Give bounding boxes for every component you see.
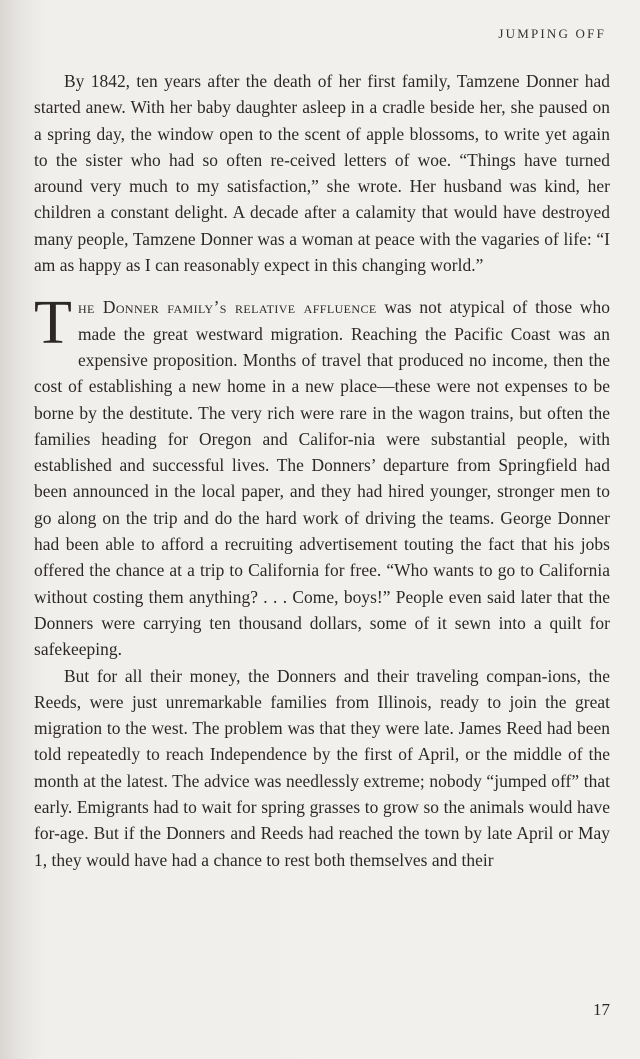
paragraph-3: But for all their money, the Donners and their traveling compan-ions, the Reeds, were just unremarkable families from Illinois, ready to join the great migration to the west. The problem was that they were late. James Reed had been told repeatedly to reach Independence by the first of April, or the middle of the month at the latest. The advice was needlessly extreme; nobody “jumped off” that early. Emigrants had to wait for spring grasses to grow so the animals would have for-age. But if the Donners and Reeds had reached the town by late April or May 1, they would have had a chance to rest both themselves and their xyxy=(34,665,610,870)
running-header: JUMPING OFF xyxy=(498,26,606,41)
section-lead-in: he Donner family’s relative affluence xyxy=(77,297,377,318)
drop-cap: T xyxy=(34,289,72,358)
paragraph-2-body: was not atypical of those who made the great westward migration. Reaching the Pacific Coast was an expensive proposition. Months of travel that produced no income, then the cost of establishing a new home in a new place—these were not expenses to be borne by the destitute. The very rich were rare in the wagon trains, but often the families heading for Oregon and Califor-nia were substantial people, with established and successful lives. The Donners’ departure from Springfield had been announced in the local paper, and they had hired younger, stronger men to go along on the trip and do the hard work of driving the teams. George Donner had been able to afford a recruiting advertisement touting the fact that his jobs offered the chance at a trip to California for free. “Who wants to go to California without costing them anything? . . . Come, boys!” People even said later that the Donners were carrying ten thousand dollars, some of it sewn into a quilt for safekeeping. xyxy=(34,297,610,660)
paragraph-1: By 1842, ten years after the death of her first family, Tamzene Donner had started anew. With her baby daughter asleep in a cradle beside her, she paused on a spring day, the window open to the scent of apple blossoms, to write yet again to the sister who had so often re-ceived letters of woe. “Things have turned around very much to my satisfaction,” she wrote. Her husband was kind, her children a constant delight. A decade after a calamity that would have destroyed many people, Tamzene Donner was a woman at peace with the vagaries of life: “I am as happy as I can reasonably expect in this changing world.” xyxy=(34,71,610,276)
paragraph-2 xyxy=(34,289,610,662)
page-number: 17 xyxy=(593,1000,610,1019)
body-text xyxy=(34,68,610,873)
